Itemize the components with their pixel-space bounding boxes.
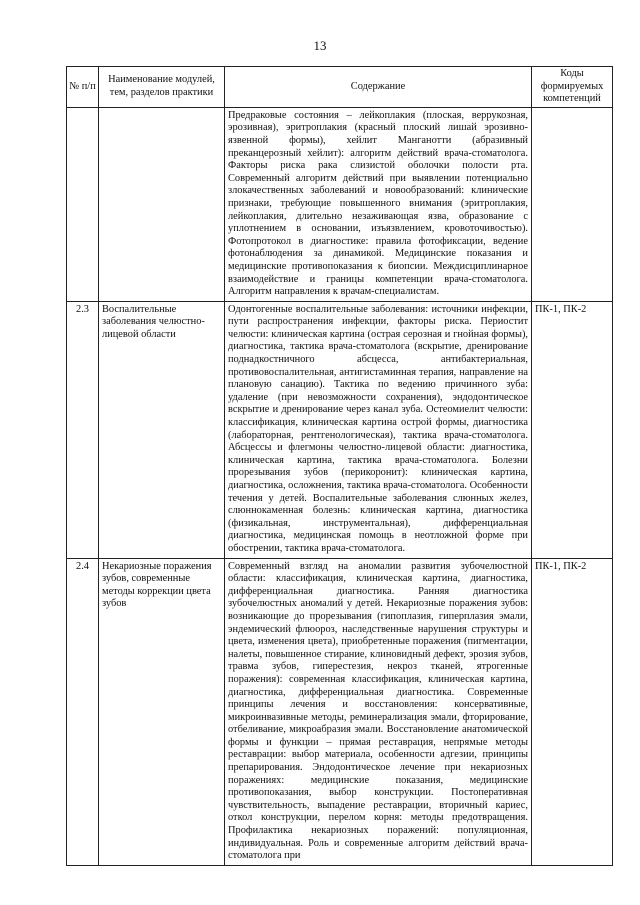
- row-name: Некариозные поражения зубов, современные методы коррекции цвета зубов: [99, 558, 225, 865]
- page-number: 13: [313, 38, 327, 53]
- row-num: [67, 107, 99, 301]
- row-codes: ПК-1, ПК-2: [532, 558, 613, 865]
- table-row: [67, 107, 613, 301]
- table-body: [67, 107, 613, 865]
- row-name: Воспалительные заболевания челюстно-лицевой области: [99, 301, 225, 558]
- row-num: 2.4: [67, 558, 99, 865]
- header-name: Наименование модулей, тем, разделов практики: [99, 67, 225, 108]
- curriculum-table: [66, 66, 613, 866]
- row-codes: ПК-1, ПК-2: [532, 301, 613, 558]
- table-row: [67, 301, 613, 558]
- header-row: [67, 67, 613, 108]
- header-codes: Коды формируемых компетенций: [532, 67, 613, 108]
- table-row: [67, 558, 613, 865]
- row-content: Предраковые состояния – лейкоплакия (плоская, веррукозная, эрозивная), эритроплакия (красный плоский лишай эрозивно-язвенной формы), хейлит Манганотти (абразивный преканцерозный хейлит): алгоритм действий врача-стоматолога. Факторы риска рака слизистой оболочки полости рта. Современный алгоритм действий при выявлении потенциально злокачественных заболеваний и новообразований: клинические признаки, требующие повышенного внимания (эритроплакия, лейкоплакия, длительно незаживающая язва, образование с уплотнением в основании, изъязвлением, кровоточивостью). Фотопротокол в диагностике: правила фотофиксации, ведение фотонаблюдения за динамикой. Медицинские показания и медицинские противопоказания к биопсии. Междисциплинарное взаимодействие и границы компетенции врача-стоматолога. Алгоритм направления к врачам-специалистам.: [225, 107, 532, 301]
- row-content: Современный взгляд на аномалии развития зубочелюстной области: классификация, клиническая картина, диагностика, дифференциальная диагностика. Ранняя диагностика зубочелюстных аномалий у детей. Некариозные поражения зубов: возникающие до прорезывания (гипоплазия, гиперплазия эмали, эндемический флюороз, наследственные нарушения структуры и цвета, изменения цвета), приобретенные поражения (пигментации, налеты, повышенное стирание, клиновидный дефект, эрозия зубов, травма зубов, гиперестезия, некроз тканей, ятрогенные поражения): современная классификация, клиническая картина, диагностика, дифференциальная диагностика. Современные принципы лечения и восстановления: консервативные, микроинвазивные методы, реминерализация эмали, фторирование, отбеливание, микроабразия эмали. Восстановление анатомической формы и функции – прямая реставрация, непрямые методы реставрации: выбор материала, особенности адгезии, принципы препарирования. Эндодонтическое лечение при некариозных поражениях: медицинские показания, медицинские противопоказания, выбор конструкции. Постоперативная чувствительность, выпадение реставрации, вторичный кариес, откол конструкции, перелом корня: методы предотвращения. Профилактика некариозных поражений: популяционная, индивидуальная. Роль и современные алгоритм действий врача-стоматолога при: [225, 558, 532, 865]
- table-header: [67, 67, 613, 108]
- header-content: Содержание: [225, 67, 532, 108]
- row-name: [99, 107, 225, 301]
- header-num: № п/п: [67, 67, 99, 108]
- row-codes: [532, 107, 613, 301]
- row-content: Одонтогенные воспалительные заболевания: источники инфекции, пути распространения инфекции, факторы риска. Периостит челюсти: клиническая картина (острая серозная и гнойная формы), диагностика, тактика врача-стоматолога (вскрытие, дренирование поднадкостничного абсцесса, антибактериальная, противовоспалительная, антигистаминная терапия, направление на плановую санацию). Тактика по ведению причинного зуба: удаление (при невозможности сохранения), эндодонтическое вскрытие и дренирование через канал зуба. Остеомиелит челюсти: классификация, клиническая картина острой формы, диагностика (лабораторная, рентгенологическая), тактика врача-стоматолога. Абсцессы и флегмоны челюстно-лицевой области: диагностика, клиническая картина, тактика врача-стоматолога. Болезни прорезывания зубов (перикоронит): клиническая картина, диагностика, осложнения, тактика врача-стоматолога. Особенности течения у детей. Воспалительные заболевания слюнных желез, слюннокаменная болезнь: клиническая картина, диагностика (физикальная, инструментальная), дифференциальная диагностика, медицинская помощь в неотложной форме при обострении, тактика врача-стоматолога.: [225, 301, 532, 558]
- row-num: 2.3: [67, 301, 99, 558]
